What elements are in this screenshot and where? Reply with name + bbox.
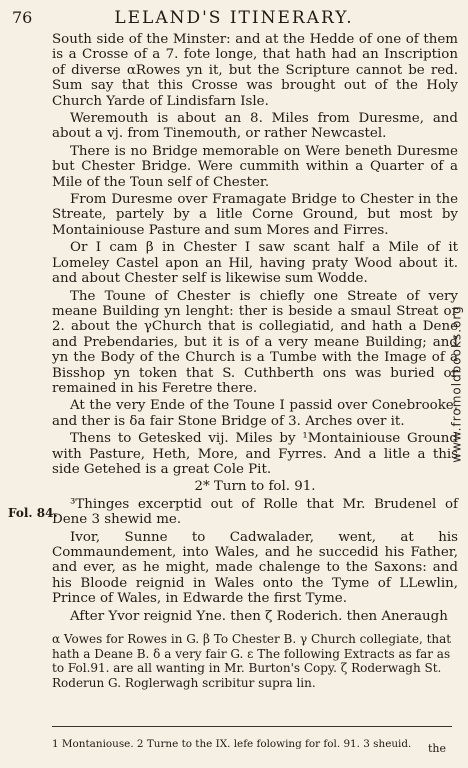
textual-notes — [52, 632, 452, 690]
paragraph-1: South side of the Minster: and at the Hedde of one of them is a Crosse of a 7. fote longe, that hath had an Inscription of diverse αRowes yn it, but the Scripture cannot be red. Sum say that this Crosse was brought out of the Holy Church Yarde of Lindisfarn Isle. — [52, 32, 458, 109]
paragraph-4: From Duresme over Framagate Bridge to Chester in the Streate, partely by a litle Corne Ground, but most by Montainiouse Pasture and sum Mores and Firres. — [52, 192, 458, 238]
paragraph-3: There is no Bridge memorable on Were beneth Duresme but Chester Bridge. Were cummith within a Quarter of a Mile of the Toun self of Chester. — [52, 143, 458, 190]
footnote-divider — [52, 726, 452, 727]
watermark-text: www.fromoldbooks.org — [450, 305, 464, 463]
paragraph-2: Weremouth is about an 8. Miles from Duresme, and about a vj. from Tinemouth, or rather Newcastel. — [52, 111, 458, 142]
main-text — [52, 32, 458, 626]
catchword: the — [427, 742, 446, 755]
paragraph-5: Or I cam β in Chester I saw scant half a Mile of it Lomeley Castel apon an Hil, having praty Wood about it. and about Chester self is likewise sum Wodde. — [52, 240, 458, 287]
paragraph-9: Ivor, Sunne to Cadwalader, went, at his Commaundement, into Wales, and he succedid his Father, and ever, as he might, made chalenge to the Saxons: and his Bloode reignid in Wales onto the Tyme of LLewlin, Prince of Wales, in Edwarde the first Tyme. — [52, 529, 458, 607]
page-header — [0, 8, 468, 30]
marginal-folio-note: Fol. 84. — [8, 506, 58, 520]
paragraph-8: Thens to Getesked vij. Miles by ¹Montainiouse Ground with Pasture, Heth, More, and Fyrres. And a litle a this side Getehed is a great Cole Pit. — [52, 431, 458, 477]
page-number: 76 — [12, 8, 33, 27]
paragraph-10: After Yvor reignid Yne. then ζ Roderich. then Aneraugh — [70, 608, 448, 624]
section-heading: ³Thinges excerptid out of Rolle that Mr. Brudenel of Dene 3 shewid me. — [52, 496, 458, 528]
running-title: LELAND'S ITINERARY. — [114, 8, 354, 28]
watermark — [446, 0, 468, 768]
textual-note: α Vowes for Rowes in G. β To Chester B. γ Church collegiate, that hath a Deane B. δ a very fair G. ε The following Extracts as far as to Fol.91. are all wanting in Mr. Burton's Copy. ζ Roderwagh St. Roderun G. Roglerwagh scribitur supra lin. — [52, 632, 452, 690]
turn-reference: 2* Turn to fol. 91. — [194, 479, 316, 495]
footnote: 1 Montaniouse. 2 Turne to the IX. lefe folowing for fol. 91. 3 sheuid. — [52, 738, 412, 750]
paragraph-7: At the very Ende of the Toune I passid over Conebrooke, and ther is δa fair Stone Bridge of 3. Arches over it. — [52, 398, 458, 429]
paragraph-6: The Toune of Chester is chiefly one Streate of very meane Building yn lenght: ther is beside a smaul Streat or 2. about the γChurch that is collegiatid, and hath a Dene and Prebendaries, but it is of a very meane Building; and yn the Body of the Church is a Tumbe with the Image of a Bisshop yn token that S. Cuthberth ons was buried or remained in his Feretre there. — [52, 288, 458, 396]
